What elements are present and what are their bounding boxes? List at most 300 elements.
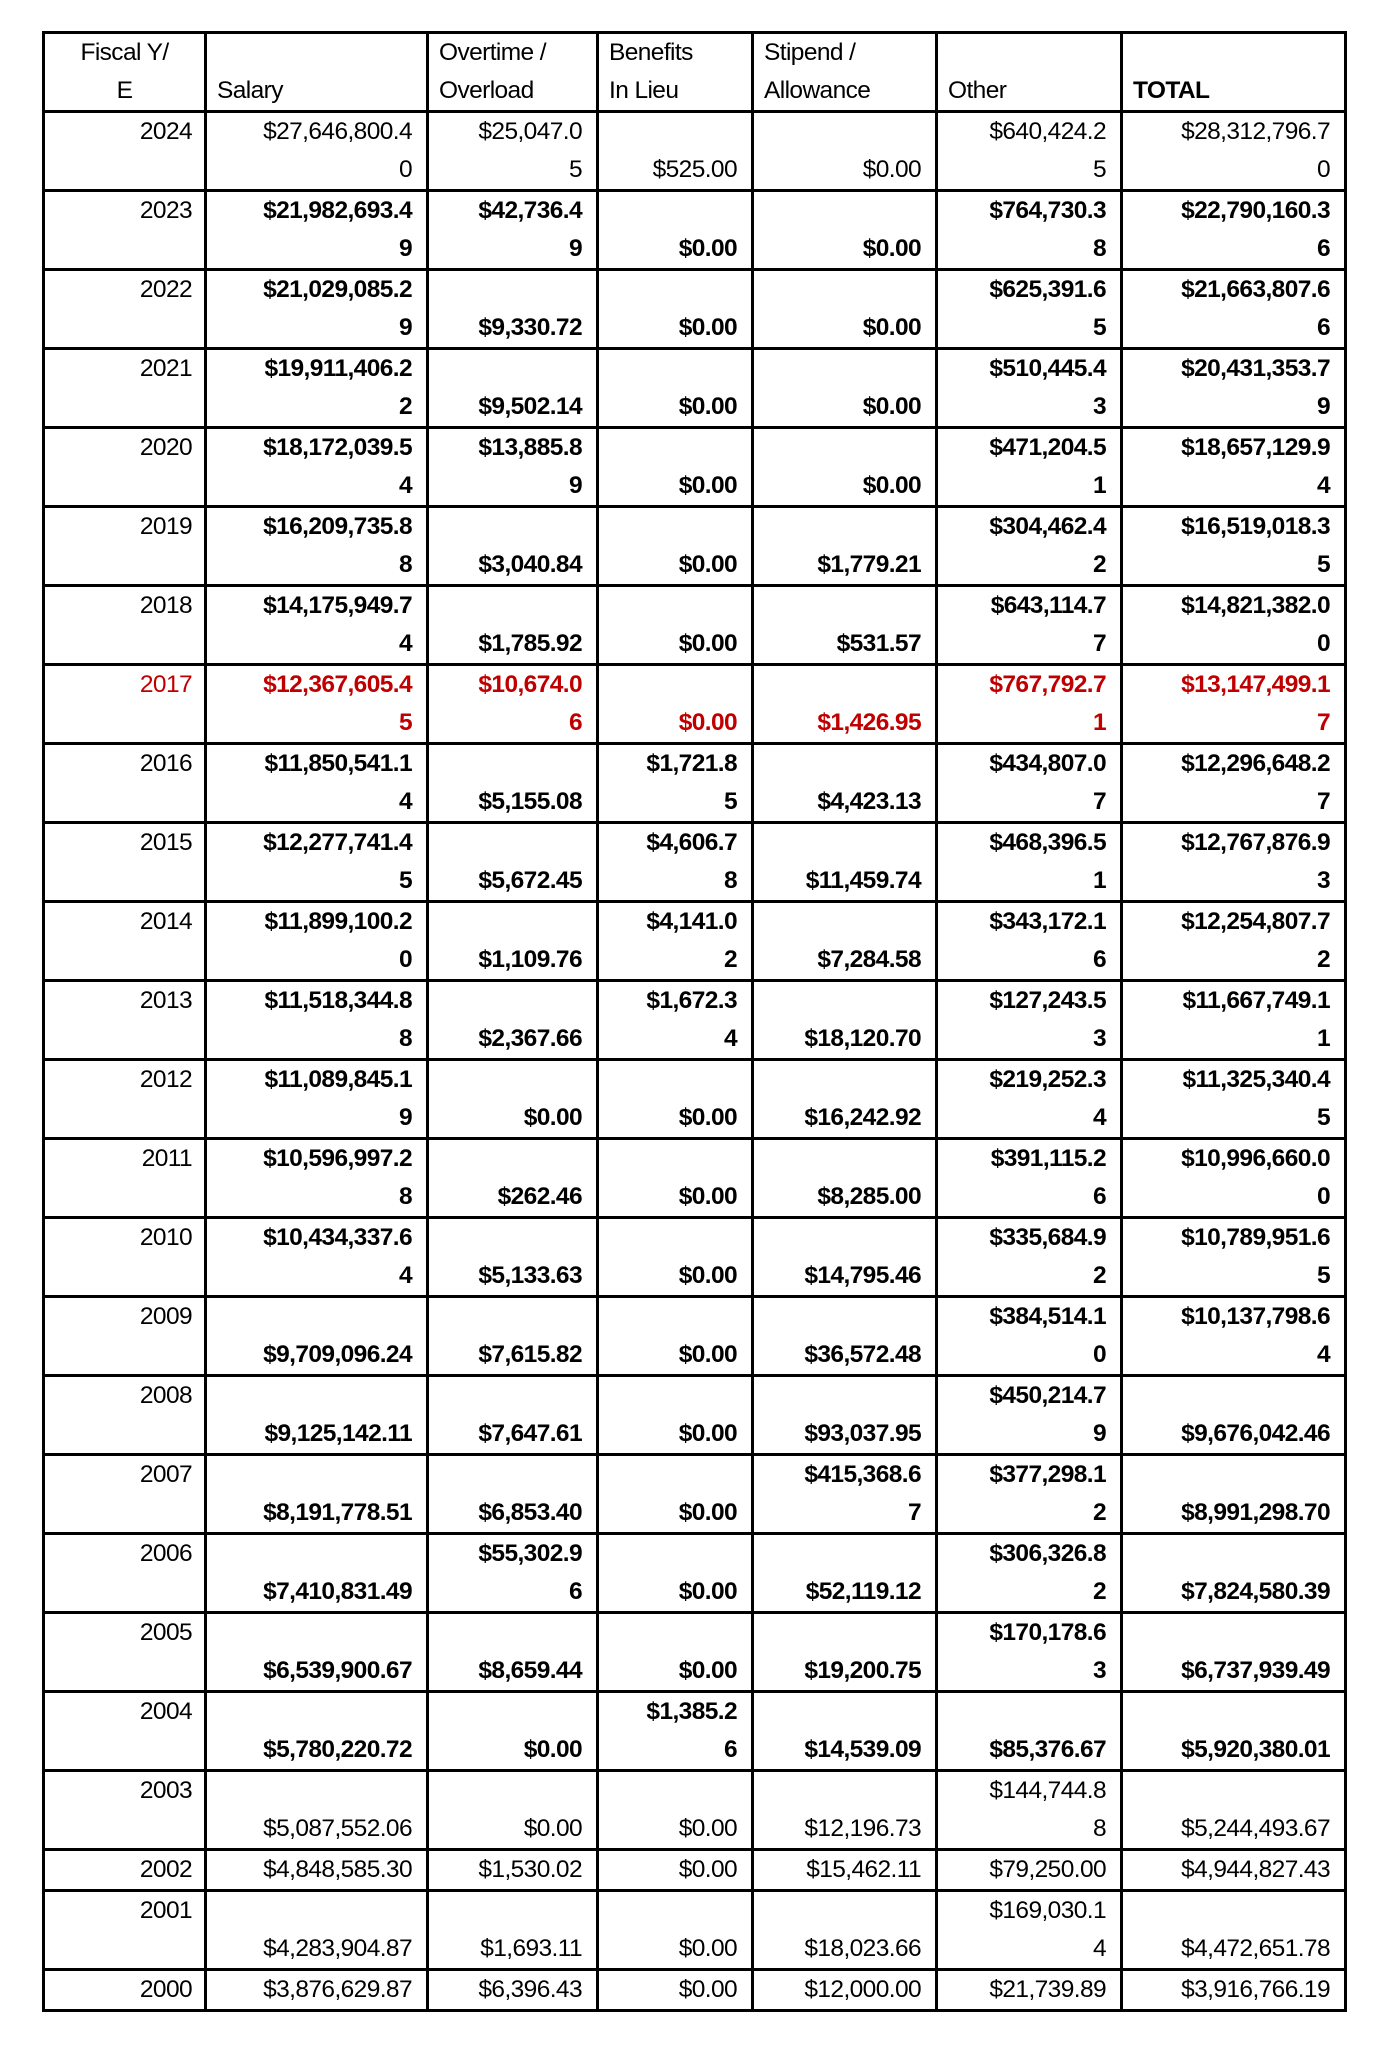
table-row — [44, 1455, 1346, 1534]
overtime-cell — [428, 270, 598, 349]
total-cell — [1122, 586, 1346, 665]
cell-line: $0.00 — [862, 156, 921, 183]
cell-line: $0.00 — [678, 1341, 737, 1368]
cell-line: $471,204.5 — [989, 434, 1106, 461]
benefits-cell — [598, 1455, 753, 1534]
cell-line: $6,853.40 — [478, 1499, 582, 1526]
stipend-cell — [753, 981, 937, 1060]
cell-line: $468,396.5 — [989, 829, 1106, 856]
fiscal-year-cell: 2017 — [44, 665, 206, 744]
benefits-cell — [598, 1218, 753, 1297]
cell-line: $262.46 — [497, 1183, 582, 1210]
salary-cell — [206, 1891, 428, 1970]
total-cell — [1122, 1613, 1346, 1692]
table-row — [44, 191, 1346, 270]
table-body — [44, 112, 1346, 2011]
cell-line: $12,767,876.9 — [1181, 829, 1330, 856]
cell-line: 3 — [1316, 867, 1330, 894]
other-cell — [937, 112, 1122, 191]
cell-line: 5 — [723, 788, 737, 815]
overtime-cell — [428, 823, 598, 902]
cell-line: 6 — [1316, 314, 1330, 341]
fiscal-year-cell: 2007 — [44, 1455, 206, 1534]
total-cell — [1122, 1455, 1346, 1534]
cell-line: $28,312,796.7 — [1181, 118, 1330, 145]
total-cell — [1122, 1139, 1346, 1218]
table-row — [44, 1376, 1346, 1455]
fiscal-year-cell: 2000 — [44, 1970, 206, 2011]
cell-line: $0.00 — [678, 314, 737, 341]
cell-line: $21,739.89 — [989, 1976, 1106, 2003]
cell-line: $3,876,629.87 — [263, 1976, 412, 2003]
benefits-cell — [598, 1297, 753, 1376]
salary-cell — [206, 1376, 428, 1455]
cell-line: $10,434,337.6 — [263, 1224, 412, 1251]
cell-line: 5 — [1316, 551, 1330, 578]
table-row — [44, 112, 1346, 191]
cell-line: $9,125,142.11 — [264, 1420, 412, 1447]
overtime-cell — [428, 1455, 598, 1534]
cell-line: $14,821,382.0 — [1181, 592, 1330, 619]
total-cell — [1122, 1850, 1346, 1891]
benefits-cell — [598, 1692, 753, 1771]
cell-line: $12,296,648.2 — [1181, 750, 1330, 777]
cell-line: $0.00 — [678, 1856, 737, 1883]
cell-line: 4 — [723, 1025, 737, 1052]
cell-line: $640,424.2 — [989, 118, 1106, 145]
cell-line: 1 — [1092, 472, 1106, 499]
cell-line: $2,367.66 — [478, 1025, 582, 1052]
cell-line: $9,676,042.46 — [1181, 1420, 1330, 1447]
cell-line: $16,519,018.3 — [1181, 513, 1330, 540]
cell-line: 5 — [1092, 156, 1106, 183]
salary-cell — [206, 112, 428, 191]
cell-line: $1,721.8 — [646, 750, 737, 777]
header-benefits-in-lieu — [598, 33, 753, 112]
cell-line: $144,744.8 — [989, 1777, 1106, 1804]
cell-line: $15,462.11 — [806, 1856, 921, 1883]
cell-line: 2 — [1092, 551, 1106, 578]
overtime-cell — [428, 1850, 598, 1891]
header-salary — [206, 33, 428, 112]
cell-line: $14,795.46 — [804, 1262, 921, 1289]
cell-line: $5,780,220.72 — [263, 1736, 412, 1763]
cell-line: $0.00 — [678, 1935, 737, 1962]
fiscal-year-cell: 2005 — [44, 1613, 206, 1692]
total-cell — [1122, 902, 1346, 981]
cell-line: $0.00 — [862, 235, 921, 262]
cell-line: 0 — [1316, 156, 1330, 183]
other-cell — [937, 1376, 1122, 1455]
cell-line: $21,982,693.4 — [263, 197, 412, 224]
fiscal-year-cell: 2001 — [44, 1891, 206, 1970]
overtime-cell — [428, 1218, 598, 1297]
cell-line: 3 — [1092, 1657, 1106, 1684]
cell-line: $0.00 — [523, 1736, 582, 1763]
other-cell — [937, 507, 1122, 586]
benefits-cell — [598, 428, 753, 507]
table-row — [44, 1139, 1346, 1218]
total-cell — [1122, 1060, 1346, 1139]
cell-line: $8,659.44 — [478, 1657, 582, 1684]
other-cell — [937, 1891, 1122, 1970]
cell-line: 5 — [398, 867, 412, 894]
cell-line: $625,391.6 — [989, 276, 1106, 303]
stipend-cell — [753, 1692, 937, 1771]
salary-cell — [206, 1139, 428, 1218]
cell-line: $5,920,380.01 — [1181, 1736, 1330, 1763]
cell-line: $415,368.6 — [804, 1461, 921, 1488]
cell-line: 2 — [1092, 1578, 1106, 1605]
total-cell — [1122, 1218, 1346, 1297]
cell-line: $170,178.6 — [989, 1619, 1106, 1646]
other-cell — [937, 744, 1122, 823]
fiscal-year-cell: 2003 — [44, 1771, 206, 1850]
cell-line: $127,243.5 — [989, 987, 1106, 1014]
cell-line: 2 — [398, 393, 412, 420]
benefits-cell — [598, 507, 753, 586]
cell-line: $391,115.2 — [990, 1145, 1106, 1172]
table-row — [44, 1218, 1346, 1297]
cell-line: 8 — [398, 551, 412, 578]
cell-line: $3,916,766.19 — [1181, 1976, 1330, 2003]
cell-line: $12,000.00 — [804, 1976, 921, 2003]
stipend-cell — [753, 270, 937, 349]
other-cell — [937, 1060, 1122, 1139]
cell-line: 1 — [1092, 709, 1106, 736]
cell-line: $13,885.8 — [478, 434, 582, 461]
other-cell — [937, 1455, 1122, 1534]
cell-line: $18,172,039.5 — [263, 434, 412, 461]
cell-line: $21,029,085.2 — [263, 276, 412, 303]
cell-line: $21,663,807.6 — [1181, 276, 1330, 303]
benefits-cell — [598, 902, 753, 981]
benefits-cell — [598, 586, 753, 665]
fiscal-year-cell: 2004 — [44, 1692, 206, 1771]
stipend-cell — [753, 1970, 937, 2011]
cell-line: 8 — [398, 1183, 412, 1210]
cell-line: $25,047.0 — [478, 118, 582, 145]
cell-line: $1,785.92 — [478, 630, 582, 657]
header-line: Allowance — [764, 77, 871, 104]
cell-line: $0.00 — [862, 472, 921, 499]
stipend-cell — [753, 191, 937, 270]
other-cell — [937, 1850, 1122, 1891]
overtime-cell — [428, 744, 598, 823]
total-cell — [1122, 744, 1346, 823]
cell-line: $1,426.95 — [817, 709, 921, 736]
salary-cell — [206, 1850, 428, 1891]
other-cell — [937, 270, 1122, 349]
cell-line: $12,196.73 — [804, 1815, 921, 1842]
cell-line: 4 — [1092, 1935, 1106, 1962]
header-row — [44, 33, 1346, 112]
cell-line: $11,325,340.4 — [1182, 1066, 1330, 1093]
fiscal-year-cell: 2011 — [44, 1139, 206, 1218]
cell-line: $0.00 — [678, 1657, 737, 1684]
cell-line: $6,539,900.67 — [263, 1657, 412, 1684]
cell-line: 0 — [1092, 1341, 1106, 1368]
salary-cell — [206, 191, 428, 270]
cell-line: $8,285.00 — [817, 1183, 921, 1210]
total-cell — [1122, 1534, 1346, 1613]
stipend-cell — [753, 1455, 937, 1534]
cell-line: $9,330.72 — [478, 314, 582, 341]
cell-line: $6,737,939.49 — [1181, 1657, 1330, 1684]
cell-line: $18,657,129.9 — [1181, 434, 1330, 461]
salary-cell — [206, 1534, 428, 1613]
salary-cell — [206, 1771, 428, 1850]
cell-line: $10,996,660.0 — [1181, 1145, 1330, 1172]
stipend-cell — [753, 665, 937, 744]
stipend-cell — [753, 1218, 937, 1297]
cell-line: 4 — [398, 472, 412, 499]
overtime-cell — [428, 1891, 598, 1970]
cell-line: 4 — [398, 788, 412, 815]
total-cell — [1122, 112, 1346, 191]
total-cell — [1122, 507, 1346, 586]
table-row — [44, 586, 1346, 665]
total-cell — [1122, 1771, 1346, 1850]
cell-line: $11,850,541.1 — [264, 750, 412, 777]
table-row — [44, 349, 1346, 428]
cell-line: 7 — [1316, 788, 1330, 815]
cell-line: 0 — [398, 156, 412, 183]
salary-cell — [206, 1297, 428, 1376]
cell-line: 7 — [1316, 709, 1330, 736]
cell-line: $1,385.2 — [646, 1698, 737, 1725]
cell-line: $0.00 — [678, 1420, 737, 1447]
cell-line: $0.00 — [678, 1499, 737, 1526]
fiscal-compensation-table — [42, 31, 1347, 2012]
total-cell — [1122, 1376, 1346, 1455]
stipend-cell — [753, 1534, 937, 1613]
cell-line: $12,277,741.4 — [263, 829, 412, 856]
salary-cell — [206, 507, 428, 586]
cell-line: $0.00 — [862, 314, 921, 341]
header-line: Stipend / — [764, 39, 856, 66]
cell-line: 0 — [398, 946, 412, 973]
salary-cell — [206, 665, 428, 744]
cell-line: $11,089,845.1 — [264, 1066, 412, 1093]
other-cell — [937, 1692, 1122, 1771]
cell-line: $4,423.13 — [817, 788, 921, 815]
overtime-cell — [428, 1771, 598, 1850]
overtime-cell — [428, 1376, 598, 1455]
fiscal-year-cell: 2008 — [44, 1376, 206, 1455]
cell-line: $335,684.9 — [989, 1224, 1106, 1251]
cell-line: $18,120.70 — [804, 1025, 921, 1052]
overtime-cell — [428, 428, 598, 507]
cell-line: 0 — [1316, 1183, 1330, 1210]
benefits-cell — [598, 1771, 753, 1850]
fiscal-year-cell: 2009 — [44, 1297, 206, 1376]
header-line: In Lieu — [609, 77, 679, 104]
cell-line: $14,539.09 — [804, 1736, 921, 1763]
cell-line: $0.00 — [678, 1104, 737, 1131]
cell-line: $7,284.58 — [817, 946, 921, 973]
cell-line: $0.00 — [678, 630, 737, 657]
table-row — [44, 981, 1346, 1060]
header-line — [1133, 34, 1330, 72]
table-row — [44, 823, 1346, 902]
header-line: Benefits — [609, 39, 693, 66]
benefits-cell — [598, 191, 753, 270]
stipend-cell — [753, 1376, 937, 1455]
overtime-cell — [428, 112, 598, 191]
cell-line: 2 — [1316, 946, 1330, 973]
benefits-cell — [598, 1376, 753, 1455]
salary-cell — [206, 1455, 428, 1534]
other-cell — [937, 1297, 1122, 1376]
cell-line: $55,302.9 — [478, 1540, 582, 1567]
total-cell — [1122, 1891, 1346, 1970]
cell-line: $22,790,160.3 — [1181, 197, 1330, 224]
cell-line: 8 — [1092, 1815, 1106, 1842]
fiscal-year-cell: 2021 — [44, 349, 206, 428]
benefits-cell — [598, 823, 753, 902]
cell-line: $1,530.02 — [478, 1856, 582, 1883]
cell-line: $0.00 — [523, 1815, 582, 1842]
cell-line: 9 — [568, 472, 582, 499]
table-row — [44, 1534, 1346, 1613]
total-cell — [1122, 349, 1346, 428]
cell-line: $0.00 — [678, 472, 737, 499]
cell-line: $19,911,406.2 — [264, 355, 412, 382]
cell-line: $450,214.7 — [989, 1382, 1106, 1409]
fiscal-year-cell: 2013 — [44, 981, 206, 1060]
cell-line: $0.00 — [678, 709, 737, 736]
stipend-cell — [753, 112, 937, 191]
other-cell — [937, 665, 1122, 744]
table-row — [44, 1850, 1346, 1891]
table-row — [44, 1891, 1346, 1970]
fiscal-year-cell: 2010 — [44, 1218, 206, 1297]
header-other — [937, 33, 1122, 112]
other-cell — [937, 586, 1122, 665]
cell-line: $9,709,096.24 — [263, 1341, 412, 1368]
fiscal-year-cell: 2022 — [44, 270, 206, 349]
cell-line: $4,141.0 — [646, 908, 737, 935]
cell-line: $11,518,344.8 — [264, 987, 412, 1014]
table-row — [44, 902, 1346, 981]
cell-line: 3 — [1092, 1025, 1106, 1052]
cell-line: 6 — [1316, 235, 1330, 262]
salary-cell — [206, 1060, 428, 1139]
stipend-cell — [753, 1613, 937, 1692]
cell-line: $384,514.1 — [989, 1303, 1106, 1330]
overtime-cell — [428, 1060, 598, 1139]
total-cell — [1122, 665, 1346, 744]
benefits-cell — [598, 1891, 753, 1970]
fiscal-year-cell: 2014 — [44, 902, 206, 981]
benefits-cell — [598, 349, 753, 428]
table-row — [44, 507, 1346, 586]
cell-line: $10,674.0 — [478, 671, 582, 698]
cell-line: $1,109.76 — [478, 946, 582, 973]
cell-line: $79,250.00 — [989, 1856, 1106, 1883]
cell-line: $11,899,100.2 — [264, 908, 412, 935]
other-cell — [937, 349, 1122, 428]
cell-line: $0.00 — [678, 1262, 737, 1289]
cell-line: $5,155.08 — [478, 788, 582, 815]
benefits-cell — [598, 1613, 753, 1692]
cell-line: 5 — [1316, 1262, 1330, 1289]
overtime-cell — [428, 507, 598, 586]
cell-line: $85,376.67 — [989, 1736, 1106, 1763]
cell-line: 4 — [398, 630, 412, 657]
salary-cell — [206, 428, 428, 507]
header-line — [948, 34, 1106, 72]
cell-line: 9 — [398, 235, 412, 262]
cell-line: $306,326.8 — [989, 1540, 1106, 1567]
salary-cell — [206, 902, 428, 981]
total-cell — [1122, 823, 1346, 902]
header-total — [1122, 33, 1346, 112]
other-cell — [937, 823, 1122, 902]
header-line: E — [116, 77, 133, 104]
fiscal-year-cell: 2020 — [44, 428, 206, 507]
cell-line: $3,040.84 — [478, 551, 582, 578]
header-stipend-allowance — [753, 33, 937, 112]
header-line: Fiscal Y/ — [80, 39, 169, 66]
cell-line: 7 — [907, 1499, 921, 1526]
salary-cell — [206, 586, 428, 665]
table-row — [44, 1970, 1346, 2011]
cell-line: 2 — [1092, 1262, 1106, 1289]
cell-line: 6 — [1092, 1183, 1106, 1210]
total-cell — [1122, 981, 1346, 1060]
cell-line: $36,572.48 — [804, 1341, 921, 1368]
cell-line: $42,736.4 — [478, 197, 582, 224]
cell-line: $219,252.3 — [989, 1066, 1106, 1093]
cell-line: 8 — [398, 1025, 412, 1052]
benefits-cell — [598, 1970, 753, 2011]
cell-line: $27,646,800.4 — [263, 118, 412, 145]
header-line — [217, 34, 412, 72]
cell-line: $16,209,735.8 — [263, 513, 412, 540]
cell-line: $5,087,552.06 — [263, 1815, 412, 1842]
cell-line: 7 — [1092, 788, 1106, 815]
benefits-cell — [598, 1534, 753, 1613]
fiscal-year-cell: 2002 — [44, 1850, 206, 1891]
cell-line: 5 — [1092, 314, 1106, 341]
table-row — [44, 665, 1346, 744]
fiscal-year-cell: 2016 — [44, 744, 206, 823]
table-row — [44, 744, 1346, 823]
cell-line: $93,037.95 — [804, 1420, 921, 1447]
cell-line: $11,459.74 — [805, 867, 921, 894]
cell-line: $1,693.11 — [480, 1935, 582, 1962]
total-cell — [1122, 1297, 1346, 1376]
cell-line: $7,410,831.49 — [263, 1578, 412, 1605]
cell-line: $12,254,807.7 — [1181, 908, 1330, 935]
cell-line: $10,596,997.2 — [263, 1145, 412, 1172]
salary-cell — [206, 270, 428, 349]
cell-line: 9 — [1316, 393, 1330, 420]
cell-line: $4,944,827.43 — [1181, 1856, 1330, 1883]
fiscal-year-cell: 2024 — [44, 112, 206, 191]
header-line: Other — [948, 77, 1007, 104]
cell-line: 6 — [1092, 946, 1106, 973]
cell-line: 1 — [1316, 1025, 1330, 1052]
cell-line: 4 — [1092, 1104, 1106, 1131]
cell-line: $20,431,353.7 — [1181, 355, 1330, 382]
cell-line: 9 — [398, 1104, 412, 1131]
other-cell — [937, 1534, 1122, 1613]
cell-line: 9 — [568, 235, 582, 262]
stipend-cell — [753, 902, 937, 981]
